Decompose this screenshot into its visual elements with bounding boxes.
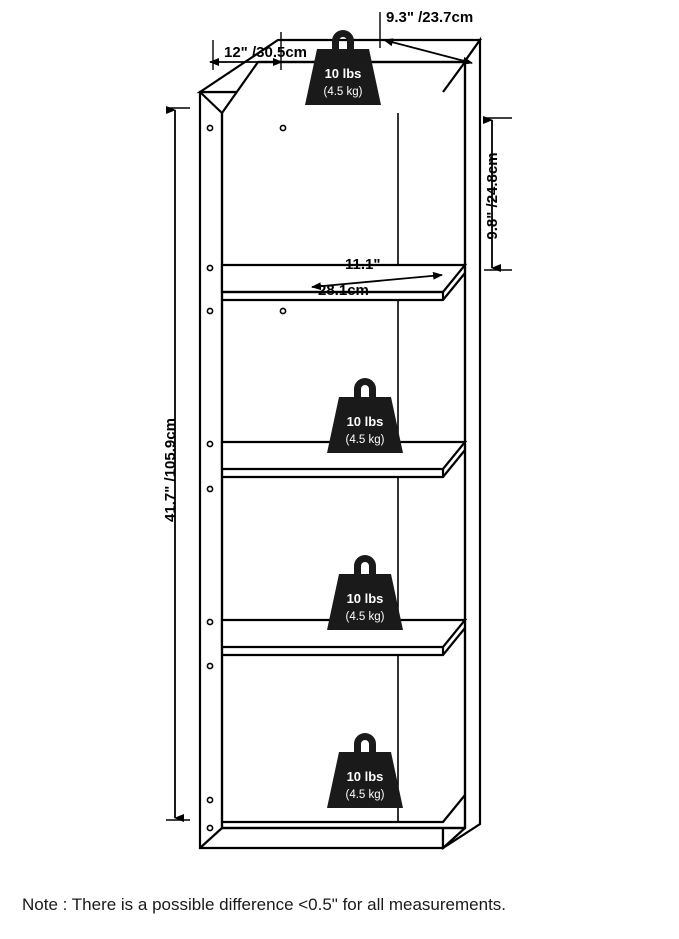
dim-label-width-top: 12" /30.5cm: [224, 44, 308, 61]
dim-label-depth-top-part1: 9.3" /23.7cm: [386, 9, 474, 26]
weight-shelf-4-sub: (4.5 kg): [345, 789, 385, 801]
dim-label-height-total: 41.7" /105.9cm: [162, 418, 179, 522]
weight-shelf-3-main: 10 lbs: [346, 591, 384, 606]
weight-top-sub: (4.5 kg): [323, 86, 363, 98]
measurement-note: Note : There is a possible difference <0.5" for all measurements.: [22, 895, 507, 914]
dim-label-shelf-width-1: 11.1": [345, 256, 381, 273]
weight-shelf-2-main: 10 lbs: [346, 414, 384, 429]
weight-shelf-2-sub: (4.5 kg): [345, 434, 385, 446]
dim-label-compartment-height: 9.8" /24.8cm: [484, 152, 501, 240]
dim-label-shelf-width-2: 28.1cm: [318, 282, 369, 299]
weight-shelf-4-main: 10 lbs: [346, 769, 384, 784]
weight-shelf-3-sub: (4.5 kg): [345, 611, 385, 623]
weight-top-main: 10 lbs: [324, 66, 362, 81]
